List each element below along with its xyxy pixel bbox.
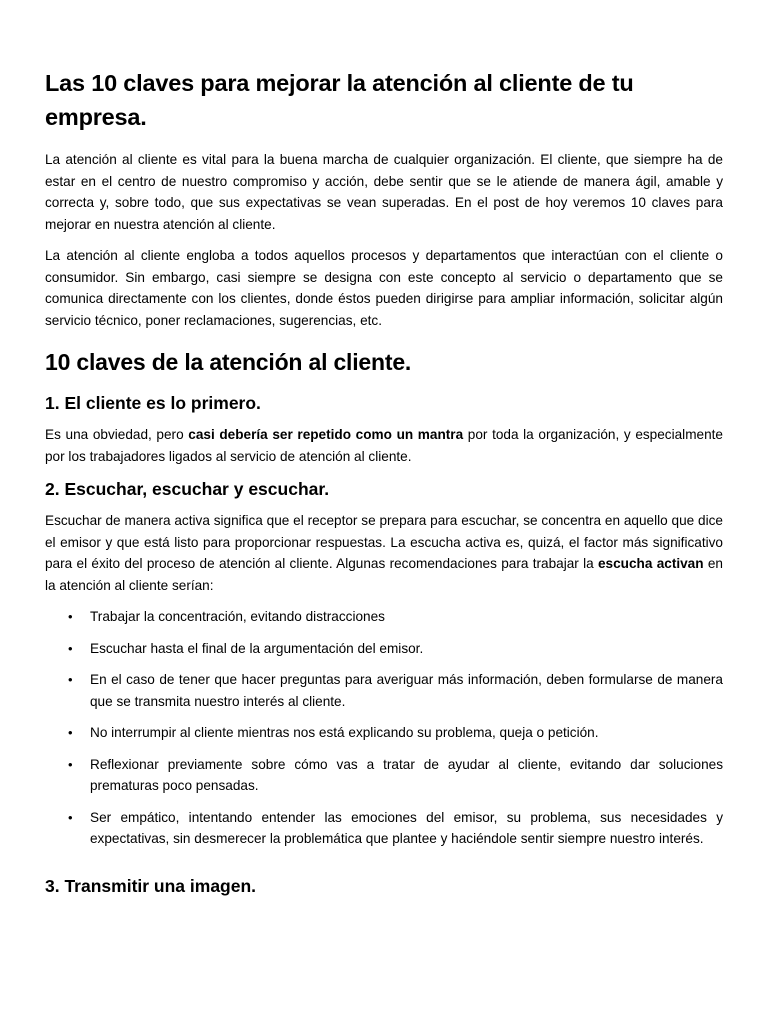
section-2-heading: 2. Escuchar, escuchar y escuchar. — [45, 479, 330, 499]
intro-paragraph-1: La atención al cliente es vital para la buena marcha de cualquier organización. El cliente, que siempre ha de estar en el centro de nuestro compromiso y acción, debe sentir que se le atiende de manera ágil, amable y correcta y, sobre todo, que sus expectativas se vean superadas. En el post de hoy veremos 10 claves para mejorar en nuestra atención al cliente. — [45, 152, 723, 232]
list-item-text: No interrumpir al cliente mientras nos está explicando su problema, queja o petición. — [90, 725, 599, 740]
section-2-text-end: en la atención al cliente serían: — [45, 556, 723, 593]
section-1-text-start: Es una obviedad, pero — [45, 427, 189, 442]
list-item — [45, 754, 723, 797]
list-item — [45, 807, 723, 850]
section-3-heading: 3. Transmitir una imagen. — [45, 875, 257, 896]
bullet-icon: • — [68, 725, 73, 740]
intro-paragraph-2: La atención al cliente engloba a todos aquellos procesos y departamentos que interactúan con el cliente o consumidor. Sin embargo, casi siempre se designa con este concepto al servicio o departamento que se comunica directamente con los clientes, donde éstos pueden dirigirse para ampliar información, solicitar algún servicio técnico, poner reclamaciones, sugerencias, etc. — [45, 248, 723, 328]
section-2-bold-text: escucha activan — [597, 556, 704, 571]
bullet-icon: • — [68, 640, 73, 656]
section-1-heading: 1. El cliente es lo primero. — [45, 393, 261, 413]
list-item — [45, 722, 723, 744]
recommendations-list — [45, 606, 723, 850]
list-item-text: Reflexionar previamente sobre cómo vas a tratar de ayudar al cliente, evitando dar soluciones prematuras poco pensadas. — [90, 756, 723, 793]
section-1-bold-text: casi debería ser repetido como un mantra — [188, 427, 464, 442]
list-item — [45, 638, 723, 660]
keys-heading: 10 claves de la atención al cliente. — [45, 349, 412, 375]
list-item-text: Ser empático, intentando entender las emociones del emisor, su problema, sus necesidades y expectativas, sin desmerecer la problemática que plantee y haciéndole sentir siempre nuestro interés. — [90, 809, 723, 846]
bullet-icon: • — [68, 756, 73, 772]
list-item — [45, 606, 723, 628]
bullet-icon: • — [68, 672, 73, 687]
list-item-text: Trabajar la concentración, evitando distracciones — [90, 609, 385, 624]
bullet-icon: • — [68, 609, 73, 624]
bullet-icon: • — [68, 809, 73, 825]
list-item-text: En el caso de tener que hacer preguntas para averiguar más información, deben formularse de manera que se transmita nuestro interés al cliente. — [90, 672, 723, 709]
section-1-text-end: por toda la organización, y especialmente por los trabajadores ligados al servicio de atención al cliente. — [45, 427, 723, 464]
section-1-paragraph — [45, 424, 723, 467]
section-2-paragraph — [45, 510, 723, 596]
list-item — [45, 669, 723, 712]
document-title: Las 10 claves para mejorar la atención al cliente de tu empresa. — [45, 70, 634, 130]
section-2-text-start: Escuchar de manera activa significa que el receptor se prepara para escuchar, se concentra en aquello que dice el emisor y que está listo para proporcionar respuestas. La escucha activa es, quizá, el factor más significativo para el éxito del proceso de atención al cliente. Algunas recomendaciones para trabajar la — [45, 513, 723, 571]
list-item-text: Escuchar hasta el final de la argumentación del emisor. — [90, 640, 424, 656]
